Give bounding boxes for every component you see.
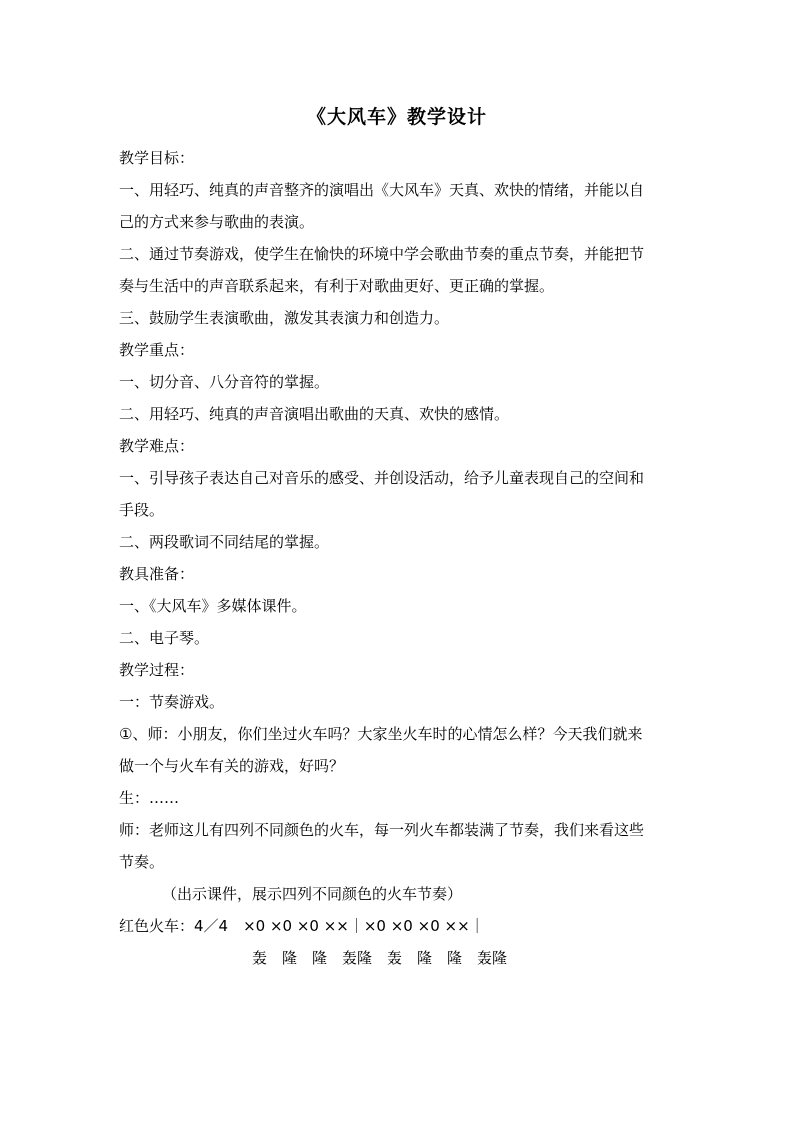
paragraph-line: 一、《大风车》多媒体课件。	[119, 597, 307, 615]
paragraph-line: 二、通过节奏游戏，使学生在愉快的环境中学会歌曲节奏的重点节奏，并能把节	[119, 245, 645, 263]
section-heading-key-points: 教学重点：	[119, 341, 195, 359]
section-heading-difficulties: 教学难点：	[119, 437, 195, 455]
paragraph-line: 奏与生活中的声音联系起来，有利于对歌曲更好、更正确的掌握。	[119, 277, 555, 295]
paragraph-line: 一、引导孩子表达自己对音乐的感受、并创设活动，给予儿童表现自己的空间和	[119, 469, 645, 487]
paragraph-line: 生：……	[119, 789, 180, 807]
paragraph-line: 二、电子琴。	[119, 629, 210, 647]
paragraph-line: 手段。	[119, 501, 165, 519]
courseware-note: （出示课件，展示四列不同颜色的火车节奏）	[162, 885, 463, 903]
paragraph-line: 一：节奏游戏。	[119, 693, 225, 711]
rhythm-syllables: 轰 隆 隆 轰隆 轰 隆 隆 轰隆	[252, 949, 508, 967]
paragraph-line: 二、两段歌词不同结尾的掌握。	[119, 533, 330, 551]
paragraph-line: 师：老师这儿有四列不同颜色的火车，每一列火车都装满了节奏，我们来看这些	[119, 821, 645, 839]
section-heading-process: 教学过程：	[119, 661, 195, 679]
section-heading-objectives: 教学目标：	[119, 149, 195, 167]
paragraph-line: 三、鼓励学生表演歌曲，激发其表演力和创造力。	[119, 309, 450, 327]
paragraph-line: 做一个与火车有关的游戏，好吗？	[119, 757, 345, 775]
paragraph-line: 己的方式来参与歌曲的表演。	[119, 213, 315, 231]
document-title: 《大风车》教学设计	[306, 106, 487, 128]
paragraph-line: 二、用轻巧、纯真的声音演唱出歌曲的天真、欢快的感情。	[119, 405, 510, 423]
document-body	[119, 142, 679, 974]
rhythm-notation-red-train: 红色火车：4／4 ×0 ×0 ×0 ××｜×0 ×0 ×0 ××｜	[119, 917, 485, 935]
section-heading-materials: 教具准备：	[119, 565, 195, 583]
paragraph-line: ①、师：小朋友，你们坐过火车吗？大家坐火车时的心情怎么样？今天我们就来	[119, 725, 643, 743]
paragraph-line: 节奏。	[119, 853, 165, 871]
paragraph-line: 一、用轻巧、纯真的声音整齐的演唱出《大风车》天真、欢快的情绪，并能以自	[119, 181, 645, 199]
paragraph-line: 一、切分音、八分音符的掌握。	[119, 373, 330, 391]
